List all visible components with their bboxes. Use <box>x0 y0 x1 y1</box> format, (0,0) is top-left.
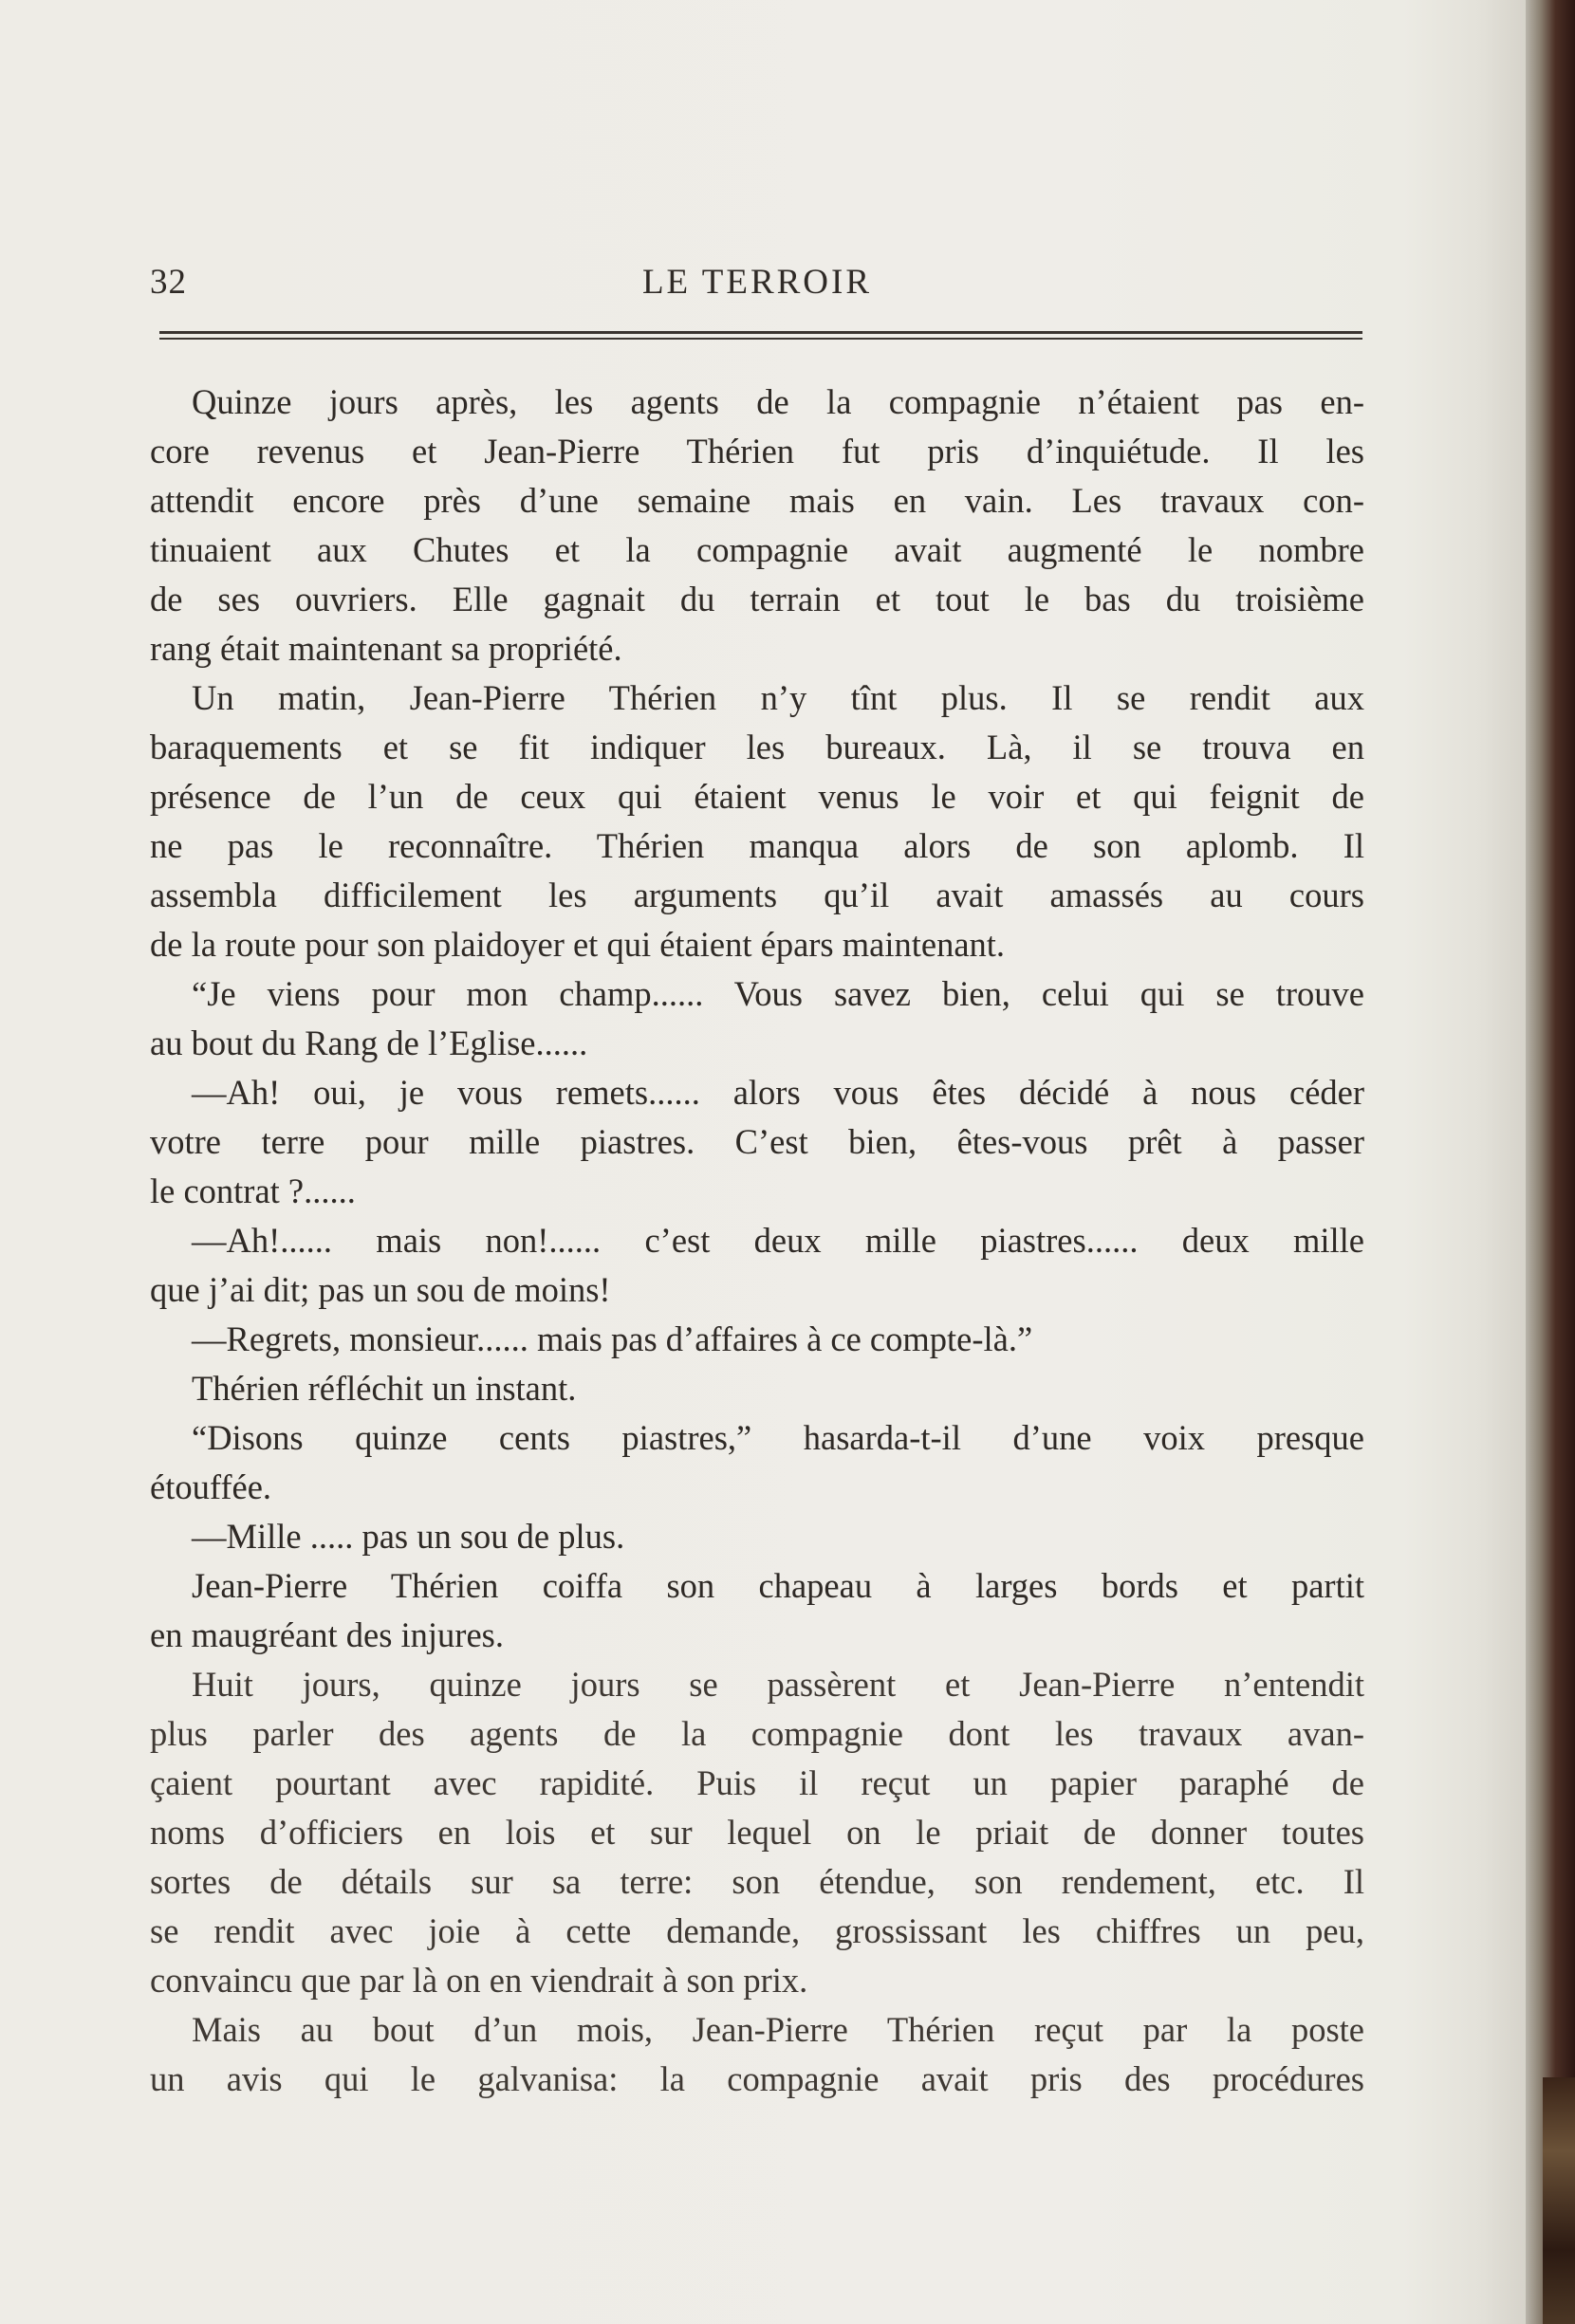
text-line: plus parler des agents de la compagnie dont les travaux avan- <box>150 1714 1364 1753</box>
book-edge <box>1526 0 1575 2324</box>
text-line: le contrat ?...... <box>150 1171 356 1210</box>
text-line: Huit jours, quinze jours se passèrent et Jean-Pierre n’entendit <box>192 1665 1364 1704</box>
text-line: Un matin, Jean-Pierre Thérien n’y tînt plus. Il se rendit aux <box>192 678 1364 717</box>
text-line: ne pas le reconnaître. Thérien manqua alors de son aplomb. Il <box>150 826 1364 865</box>
text-line: un avis qui le galvanisa: la compagnie avait pris des procédures <box>150 2059 1364 2098</box>
text-line: Mais au bout d’un mois, Jean-Pierre Thérien reçut par la poste <box>192 2010 1364 2049</box>
text-line: de la route pour son plaidoyer et qui étaient épars maintenant. <box>150 925 1006 964</box>
text-line: de ses ouvriers. Elle gagnait du terrain et tout le bas du troisième <box>150 580 1364 618</box>
running-header <box>150 262 1364 307</box>
text-line: se rendit avec joie à cette demande, grossissant les chiffres un peu, <box>150 1911 1364 1950</box>
text-line: Jean-Pierre Thérien coiffa son chapeau à larges bords et partit <box>192 1566 1364 1605</box>
text-line: que j’ai dit; pas un sou de moins! <box>150 1270 611 1309</box>
text-line: présence de l’un de ceux qui étaient venus le voir et qui feignit de <box>150 777 1364 816</box>
text-line: attendit encore près d’une semaine mais en vain. Les travaux con- <box>150 481 1364 520</box>
text-line: “Disons quinze cents piastres,” hasarda-t-il d’une voix presque <box>192 1418 1364 1457</box>
text-line: étouffée. <box>150 1467 272 1506</box>
header-double-rule <box>159 331 1362 340</box>
text-line: assembla difficilement les arguments qu’il avait amassés au cours <box>150 876 1364 914</box>
text-line: Thérien réfléchit un instant. <box>192 1369 577 1408</box>
text-line: —Ah! oui, je vous remets...... alors vous êtes décidé à nous céder <box>192 1073 1364 1112</box>
page-number: 32 <box>150 263 187 302</box>
text-line: —Ah!...... mais non!...... c’est deux mille piastres...... deux mille <box>192 1221 1364 1260</box>
text-line: sortes de détails sur sa terre: son étendue, son rendement, etc. Il <box>150 1862 1364 1901</box>
journal-title: LE TERROIR <box>641 263 873 302</box>
text-line: convaincu que par là on en viendrait à son prix. <box>150 1961 808 2000</box>
text-line: —Regrets, monsieur...... mais pas d’affaires à ce compte-là.” <box>192 1319 1033 1358</box>
text-line: —Mille ..... pas un sou de plus. <box>192 1517 625 1556</box>
text-line: au bout du Rang de l’Eglise...... <box>150 1024 588 1062</box>
text-line: tinuaient aux Chutes et la compagnie avait augmenté le nombre <box>150 530 1364 569</box>
text-line: core revenus et Jean-Pierre Thérien fut pris d’inquiétude. Il les <box>150 432 1364 470</box>
binding-band <box>1543 2077 1575 2324</box>
text-line: Quinze jours après, les agents de la compagnie n’étaient pas en- <box>192 382 1364 421</box>
text-line: baraquements et se fit indiquer les bureaux. Là, il se trouva en <box>150 728 1364 766</box>
body-text <box>150 378 1364 2104</box>
text-line: noms d’officiers en lois et sur lequel on le priait de donner toutes <box>150 1813 1364 1852</box>
text-line: “Je viens pour mon champ...... Vous savez bien, celui qui se trouve <box>192 974 1364 1013</box>
text-line: en maugréant des injures. <box>150 1615 504 1654</box>
text-line: çaient pourtant avec rapidité. Puis il reçut un papier paraphé de <box>150 1763 1364 1802</box>
text-line: rang était maintenant sa propriété. <box>150 629 622 668</box>
text-line: votre terre pour mille piastres. C’est bien, êtes-vous prêt à passer <box>150 1122 1364 1161</box>
